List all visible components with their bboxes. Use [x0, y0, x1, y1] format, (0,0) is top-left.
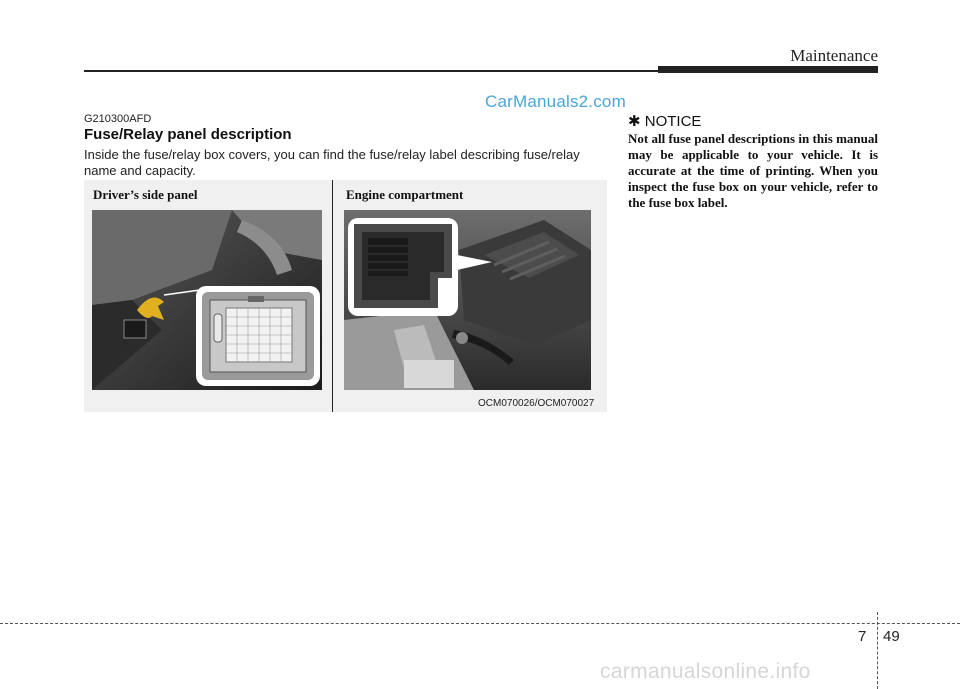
driver-side-panel-photo — [92, 210, 322, 390]
footer-rule — [0, 623, 960, 624]
notice-heading — [628, 112, 701, 130]
article-code: G210300AFD — [84, 113, 152, 125]
figure-divider — [332, 180, 333, 412]
driver-side-panel-label: Driver’s side panel — [93, 187, 198, 202]
notice-title: NOTICE — [644, 113, 702, 130]
header-rule-thick — [658, 66, 878, 73]
article-body: Inside the fuse/relay box covers, you can find the fuse/relay label describing fuse/relay name and capacity. — [84, 147, 580, 178]
engine-compartment-label: Engine compartment — [346, 187, 464, 202]
article-heading: Fuse/Relay panel description — [84, 126, 292, 143]
notice-text: Not all fuse panel descriptions in this manual may be applicable to your vehicle. It is accurate at the time of printing. When you inspect the fuse box on your vehicle, refer to the fuse box label. — [628, 131, 878, 210]
header-rule — [84, 70, 658, 72]
watermark-bottom[interactable]: carmanualsonline.info — [600, 660, 811, 683]
asterisk-icon: ✱ — [628, 113, 641, 130]
page-number: 49 — [883, 628, 900, 645]
footer-separator — [877, 612, 878, 689]
figure-code: OCM070026/OCM070027 — [478, 398, 595, 409]
chapter-number: 7 — [858, 628, 867, 645]
section-title: Maintenance — [790, 46, 878, 65]
watermark-top[interactable]: CarManuals2.com — [485, 92, 626, 111]
engine-compartment-photo — [344, 210, 591, 390]
